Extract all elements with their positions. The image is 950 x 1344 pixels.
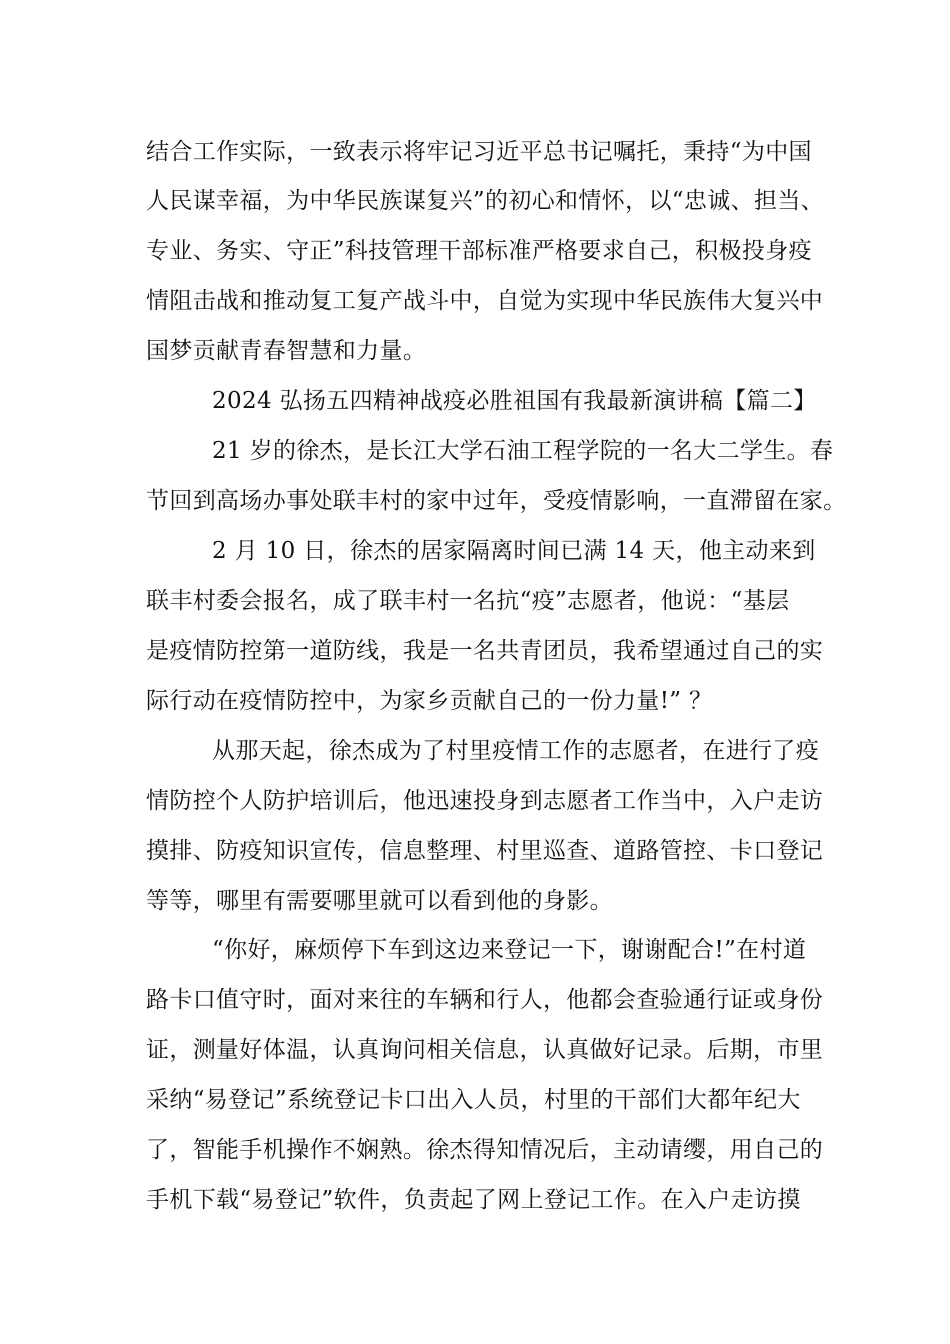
text-line: 手机下载“易登记”软件，负责起了网上登记工作。在入户走访摸 — [146, 1187, 801, 1213]
text-line: 证，测量好体温，认真询问相关信息，认真做好记录。后期，市里 — [146, 1037, 824, 1063]
text-line: 联丰村委会报名，成了联丰村一名抗“疫”志愿者，他说：“基层 — [146, 588, 790, 614]
text-line: 际行动在疫情防控中，为家乡贡献自己的一份力量!” ？ — [146, 688, 713, 714]
text-line: 等等，哪里有需要哪里就可以看到他的身影。 — [146, 888, 613, 914]
text-line: 国梦贡献青春智慧和力量。 — [146, 338, 427, 364]
text-line: 了，智能手机操作不娴熟。徐杰得知情况后，主动请缨，用自己的 — [146, 1137, 824, 1163]
text-line: 21 岁的徐杰，是长江大学石油工程学院的一名大二学生。春 — [212, 438, 834, 464]
text-line: 节回到高场办事处联丰村的家中过年，受疫情影响，一直滞留在家。 — [146, 488, 847, 514]
text-line: 2 月 10 日，徐杰的居家隔离时间已满 14 天，他主动来到 — [212, 538, 816, 564]
text-line: 专业、务实、守正”科技管理干部标准严格要求自己，积极投身疫 — [146, 238, 812, 264]
text-line: 人民谋幸福，为中华民族谋复兴”的初心和情怀，以“忠诚、担当、 — [146, 188, 825, 214]
text-line: 结合工作实际，一致表示将牢记习近平总书记嘱托，秉持“为中国 — [146, 139, 812, 165]
text-line: 摸排、防疫知识宣传，信息整理、村里巡查、道路管控、卡口登记 — [146, 838, 824, 864]
section-heading: 2024 弘扬五四精神战疫必胜祖国有我最新演讲稿【篇二】 — [212, 388, 817, 414]
text-line: 情阻击战和推动复工复产战斗中，自觉为实现中华民族伟大复兴中 — [146, 288, 824, 314]
text-line: 情防控个人防护培训后，他迅速投身到志愿者工作当中，入户走访 — [146, 788, 824, 814]
text-line: “你好，麻烦停下车到这边来登记一下，谢谢配合!”在村道 — [212, 937, 807, 963]
text-line: 采纳“易登记”系统登记卡口出入人员，村里的干部们大都年纪大 — [146, 1087, 801, 1113]
text-line: 是疫情防控第一道防线，我是一名共青团员，我希望通过自己的实 — [146, 638, 824, 664]
text-line: 路卡口值守时，面对来往的车辆和行人，他都会查验通行证或身份 — [146, 987, 824, 1013]
text-line: 从那天起，徐杰成为了村里疫情工作的志愿者，在进行了疫 — [212, 738, 820, 764]
